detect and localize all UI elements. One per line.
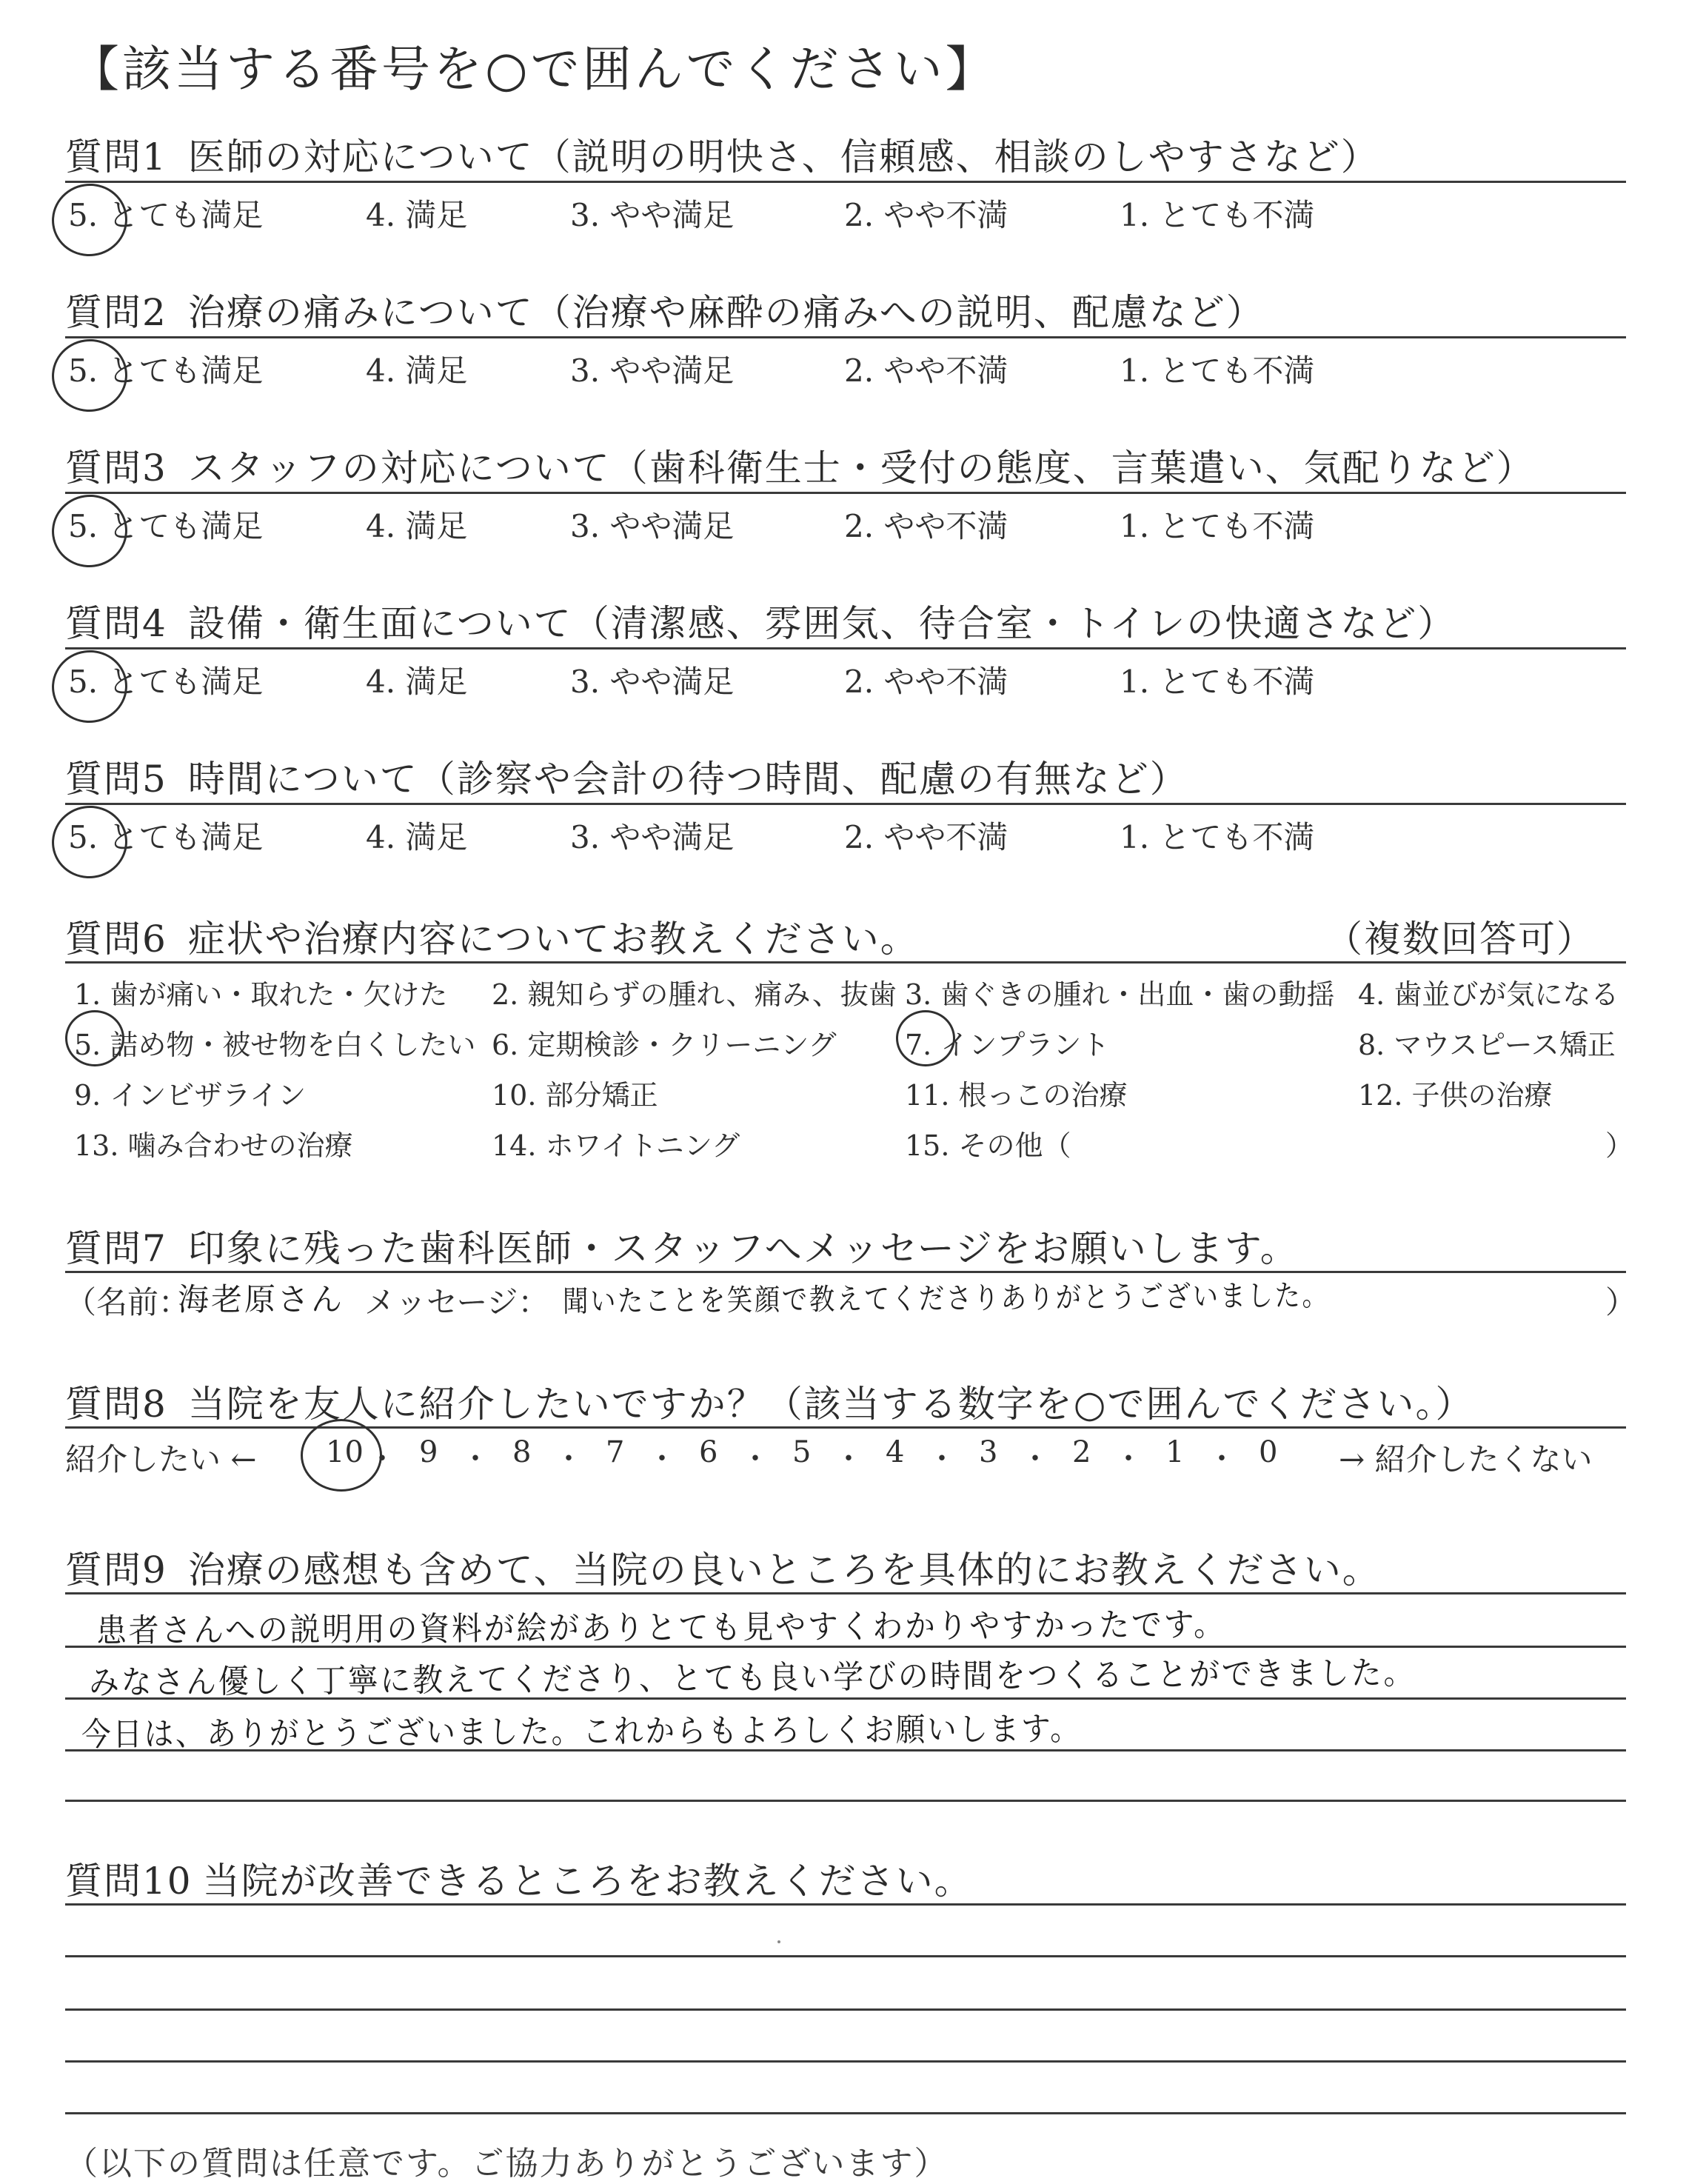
q7-message-value: 聞いたことを笑顔で教えてくださりありがとうございました。 — [562, 1278, 1330, 1319]
q8-scale-2[interactable]: 2 — [1072, 1435, 1091, 1469]
q1-option-5[interactable]: 5. とても満足 — [68, 197, 264, 233]
q5-title — [65, 749, 1188, 803]
q3-option-2[interactable]: 2. やや不満 — [844, 508, 1008, 544]
q6-multi-note: （複数回答可） — [1325, 918, 1595, 961]
q8-scale-separator: ・ — [647, 1442, 677, 1476]
q4-option-3[interactable]: 3. やや満足 — [570, 664, 735, 700]
q6-option-4[interactable]: 4. 歯並びが気になる — [1358, 978, 1619, 1011]
q10-rule-1 — [65, 1903, 1626, 1906]
q8-scale-separator: ・ — [1114, 1442, 1143, 1476]
q6-number: 質問6 — [65, 918, 167, 961]
q8-scale-7[interactable]: 7 — [606, 1435, 625, 1469]
q6-option-12[interactable]: 12. 子供の治療 — [1358, 1079, 1553, 1112]
q9-rule-4 — [65, 1800, 1626, 1802]
q7-name-label: （名前： — [65, 1284, 190, 1320]
q2-option-1[interactable]: 1. とても不満 — [1120, 353, 1315, 389]
q6-option-5[interactable]: 5. 詰め物・被せ物を白くしたい — [74, 1029, 476, 1061]
q6-option-10[interactable]: 10. 部分矯正 — [492, 1079, 658, 1112]
q8-right-label: → 紹介したくない — [1339, 1441, 1593, 1477]
q7-name-value: 海老原さん — [178, 1281, 345, 1318]
q5-option-5[interactable]: 5. とても満足 — [68, 819, 264, 855]
q9-answer-line-1: 患者さんへの説明用の資料が絵がありとても見やすくわかりやすかったです。 — [96, 1606, 1226, 1650]
q4-option-4[interactable]: 4. 満足 — [366, 664, 468, 700]
q6-option-1[interactable]: 1. 歯が痛い・取れた・欠けた — [74, 978, 448, 1011]
q8-scale-separator: ・ — [461, 1442, 490, 1476]
q8-scale-0[interactable]: 0 — [1259, 1435, 1278, 1469]
q10-title — [65, 1851, 973, 1905]
q8-number: 質問8 — [65, 1383, 167, 1426]
q5-option-1[interactable]: 1. とても不満 — [1120, 819, 1315, 855]
q4-option-1[interactable]: 1. とても不満 — [1120, 664, 1315, 700]
q6-text: 症状や治療内容についてお教えください。 — [187, 918, 919, 961]
q8-scale-10[interactable]: 10 — [326, 1435, 364, 1469]
q1-option-1[interactable]: 1. とても不満 — [1120, 197, 1315, 233]
q2-option-4[interactable]: 4. 満足 — [366, 353, 468, 389]
q8-scale-6[interactable]: 6 — [699, 1435, 718, 1469]
q3-title — [65, 438, 1535, 492]
q10-text: 当院が改善できるところをお教えください。 — [202, 1860, 973, 1903]
scan-speck — [777, 1940, 780, 1943]
q5-option-3[interactable]: 3. やや満足 — [570, 819, 735, 855]
q9-number: 質問9 — [65, 1549, 167, 1592]
q3-option-5[interactable]: 5. とても満足 — [68, 508, 264, 544]
q8-left-label: 紹介したい ← — [65, 1441, 257, 1477]
q7-message-label: メッセージ： — [364, 1284, 549, 1320]
q1-option-2[interactable]: 2. やや不満 — [844, 197, 1008, 233]
q9-rule-3 — [65, 1749, 1626, 1751]
q6-option-15[interactable]: 15. その他（ — [905, 1129, 1071, 1162]
q8-scale-separator: ・ — [367, 1442, 397, 1476]
q6-option-9[interactable]: 9. インビザライン — [74, 1079, 307, 1112]
q7-rule — [65, 1271, 1626, 1273]
q8-scale-separator: ・ — [834, 1442, 863, 1476]
q8-title — [65, 1375, 1473, 1428]
q6-option-11[interactable]: 11. 根っこの治療 — [905, 1079, 1128, 1112]
q6-title — [65, 909, 919, 963]
q9-answer-line-3: 今日は、ありがとうございました。これからもよろしくお願いします。 — [81, 1710, 1082, 1754]
q10-rule-3 — [65, 2008, 1626, 2011]
q8-scale-separator: ・ — [927, 1442, 957, 1476]
q6-rule — [65, 961, 1626, 964]
q3-option-1[interactable]: 1. とても不満 — [1120, 508, 1315, 544]
q1-rule — [65, 181, 1626, 183]
q3-option-4[interactable]: 4. 満足 — [366, 508, 468, 544]
q6-option-13[interactable]: 13. 噛み合わせの治療 — [74, 1129, 353, 1162]
q6-option-2[interactable]: 2. 親知らずの腫れ、痛み、抜歯 — [492, 978, 897, 1011]
q8-scale-9[interactable]: 9 — [419, 1435, 438, 1469]
q5-text: 時間について（診察や会計の待つ時間、配慮の有無など） — [187, 758, 1188, 801]
q2-option-2[interactable]: 2. やや不満 — [844, 353, 1008, 389]
q8-text: 当院を友人に紹介したいですか？（該当する数字を○で囲んでください。） — [187, 1383, 1474, 1426]
q5-number: 質問5 — [65, 758, 167, 801]
q2-title — [65, 283, 1265, 336]
q7-close-paren: ） — [1605, 1284, 1637, 1320]
q4-option-5[interactable]: 5. とても満足 — [68, 664, 264, 700]
q1-option-3[interactable]: 3. やや満足 — [570, 197, 735, 233]
q1-option-4[interactable]: 4. 満足 — [366, 197, 468, 233]
q6-option-6[interactable]: 6. 定期検診・クリーニング — [492, 1029, 837, 1061]
q3-option-3[interactable]: 3. やや満足 — [570, 508, 735, 544]
q2-option-5[interactable]: 5. とても満足 — [68, 353, 264, 389]
q8-scale-5[interactable]: 5 — [792, 1435, 812, 1469]
q4-option-2[interactable]: 2. やや不満 — [844, 664, 1008, 700]
q8-scale-separator: ・ — [740, 1442, 770, 1476]
q4-title — [65, 594, 1456, 647]
q3-text: スタッフの対応について（歯科衛生士・受付の態度、言葉遣い、気配りなど） — [187, 447, 1535, 490]
q6-option-14[interactable]: 14. ホワイトニング — [492, 1129, 740, 1162]
q1-number: 質問1 — [65, 136, 167, 178]
q1-title — [65, 127, 1379, 181]
q6-option-7[interactable]: 7. インプラント — [905, 1029, 1110, 1061]
q2-option-3[interactable]: 3. やや満足 — [570, 353, 735, 389]
q2-text: 治療の痛みについて（治療や麻酔の痛みへの説明、配慮など） — [187, 291, 1265, 334]
q8-scale-separator: ・ — [1020, 1442, 1050, 1476]
q9-rule-0 — [65, 1592, 1626, 1594]
q5-option-4[interactable]: 4. 満足 — [366, 819, 468, 855]
footer-partial-text: （以下の質問は任意です。ご協力ありがとうございます） — [65, 2145, 949, 2183]
instruction-header: 【該当する番号を○で囲んでください】 — [70, 41, 997, 98]
q8-rule — [65, 1426, 1626, 1429]
q6-option-other-close: ） — [1605, 1129, 1634, 1162]
q8-scale-separator: ・ — [554, 1442, 583, 1476]
q10-number: 質問10 — [65, 1860, 193, 1903]
q10-rule-2 — [65, 1955, 1626, 1957]
q7-number: 質問7 — [65, 1227, 167, 1270]
q9-title — [65, 1540, 1381, 1594]
q8-scale-separator: ・ — [1207, 1442, 1237, 1476]
q5-option-2[interactable]: 2. やや不満 — [844, 819, 1008, 855]
q3-rule — [65, 492, 1626, 494]
q7-text: 印象に残った歯科医師・スタッフへメッセージをお願いします。 — [187, 1227, 1299, 1270]
q10-rule-4 — [65, 2060, 1626, 2063]
q9-rule-2 — [65, 1697, 1626, 1700]
q9-answer-line-2: みなさん優しく丁寧に教えてくださり、とても良い学びの時間をつくることができました。 — [88, 1654, 1416, 1702]
q9-text: 治療の感想も含めて、当院の良いところを具体的にお教えください。 — [187, 1549, 1381, 1592]
q5-rule — [65, 803, 1626, 805]
q2-number: 質問2 — [65, 291, 167, 334]
q4-rule — [65, 647, 1626, 649]
q6-option-3[interactable]: 3. 歯ぐきの腫れ・出血・歯の動揺 — [905, 978, 1335, 1011]
q6-option-8[interactable]: 8. マウスピース矯正 — [1358, 1029, 1616, 1061]
q10-rule-5 — [65, 2112, 1626, 2114]
q8-scale-4[interactable]: 4 — [886, 1435, 905, 1469]
q1-text: 医師の対応について（説明の明快さ、信頼感、相談のしやすさなど） — [187, 136, 1379, 178]
q3-number: 質問3 — [65, 447, 167, 490]
q4-text: 設備・衛生面について（清潔感、雰囲気、待合室・トイレの快適さなど） — [187, 602, 1456, 645]
q8-scale-1[interactable]: 1 — [1165, 1435, 1185, 1469]
q4-number: 質問4 — [65, 602, 167, 645]
q7-title — [65, 1219, 1299, 1272]
q2-rule — [65, 336, 1626, 338]
q8-scale-3[interactable]: 3 — [979, 1435, 998, 1469]
q8-scale-8[interactable]: 8 — [512, 1435, 532, 1469]
